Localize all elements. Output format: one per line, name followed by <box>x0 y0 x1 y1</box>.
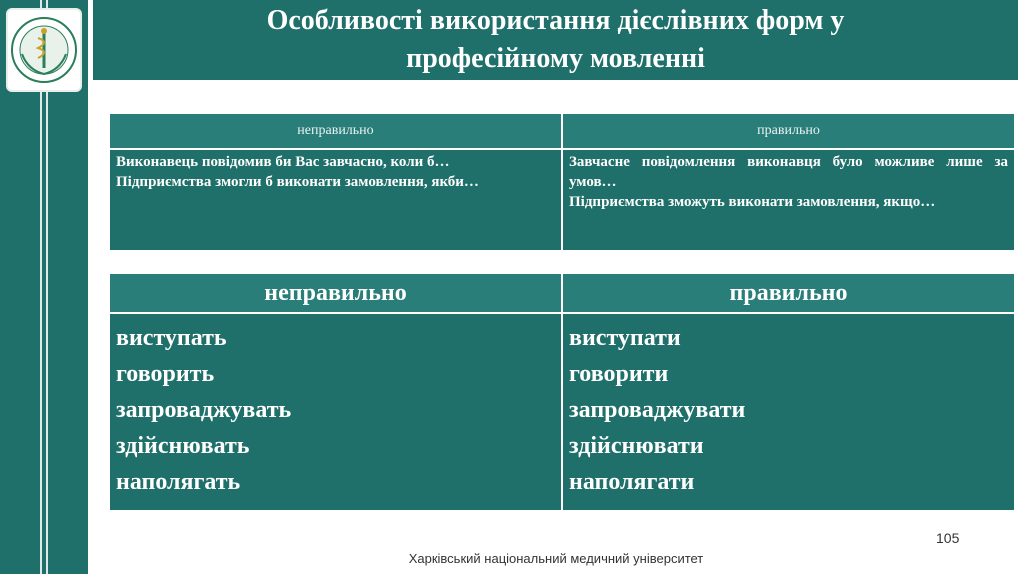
incorrect-sentence: Підприємства змогли б виконати замовлення, якби… <box>116 174 479 190</box>
incorrect-sentence: Виконавець повідомив би Вас завчасно, коли б… <box>116 154 450 170</box>
incorrect-sentences-cell <box>109 149 562 251</box>
title-bar <box>93 0 1018 80</box>
correct-verb: запроваджувати <box>569 397 746 423</box>
correct-sentences-cell <box>562 149 1015 251</box>
header-correct: правильно <box>562 113 1015 149</box>
incorrect-verb: виступать <box>116 325 227 351</box>
incorrect-verb: запроваджувать <box>116 397 292 423</box>
incorrect-verb: говорить <box>116 361 215 387</box>
incorrect-verb: здійснювать <box>116 433 250 459</box>
page-number: 105 <box>936 530 960 546</box>
correct-verb: виступати <box>569 325 681 351</box>
incorrect-verb: наполягать <box>116 469 241 495</box>
title-line-2: професійному мовленні <box>406 43 705 74</box>
header-correct: правильно <box>562 273 1015 313</box>
title-line-1: Особливості використання дієслівних форм у <box>266 5 845 36</box>
header-incorrect: неправильно <box>109 273 562 313</box>
correct-sentence: Завчасне повідомлення виконавця було можливе лише за умов… <box>569 154 1008 190</box>
university-emblem-icon <box>6 8 82 92</box>
correct-verb: говорити <box>569 361 669 387</box>
correct-sentence: Підприємства зможуть виконати замовлення, якщо… <box>569 194 936 210</box>
header-incorrect: неправильно <box>109 113 562 149</box>
correct-verb: здійснювати <box>569 433 704 459</box>
sentences-table <box>108 112 1016 252</box>
correct-verb: наполягати <box>569 469 695 495</box>
page-title <box>93 0 1018 78</box>
verbs-table <box>108 272 1016 512</box>
footer-university: Харківський національний медичний університет <box>408 551 704 566</box>
correct-verbs-cell <box>562 313 1015 511</box>
incorrect-verbs-cell <box>109 313 562 511</box>
